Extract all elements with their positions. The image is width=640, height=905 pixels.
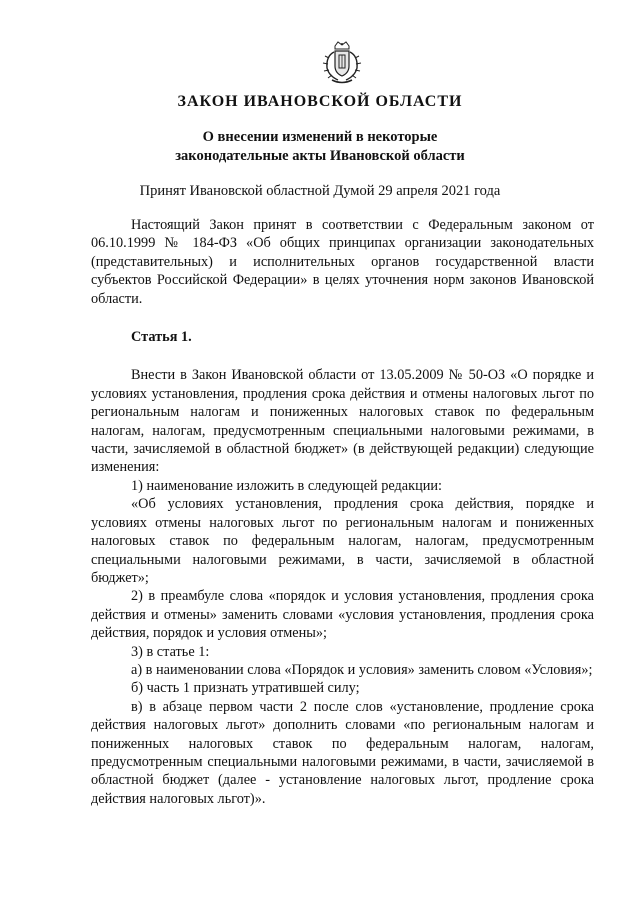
article-1-heading: Статья 1. <box>131 329 192 346</box>
article-1-paragraph: «Об условиях установления, продления срока действия, порядке и условиях отмены налоговых льгот по региональным налогам и пониженных налоговых ставок по федеральным налогам, налогам, предусмотренным специальными налоговыми режимами, в части, зачисляемой в областной бюджет»; <box>91 496 594 586</box>
preamble-paragraph: Настоящий Закон принят в соответствии с Федеральным законом от 06.10.1999 № 184-ФЗ «Об общих принципах организации законодательных (представительных) и исполнительных органов государственной власти субъектов Российской Федерации» в целях уточнения норм законов Ивановской области. <box>91 217 594 307</box>
law-subtitle-line-1: О внесении изменений в некоторые <box>202 129 438 145</box>
law-subtitle <box>0 128 640 166</box>
article-1-paragraph: 2) в преамбуле слова «порядок и условия установления, продления срока действия и отмены» заменить словами «условия установления, продления срока действия, порядок и условия отмены»; <box>91 588 594 642</box>
article-1-paragraph: Внести в Закон Ивановской области от 13.05.2009 № 50-ОЗ «О порядке и условиях установления, продления срока действия и отмены налоговых льгот по региональным налогам и пониженных налоговых ставок по федеральным налогам, налогам, предусмотренным специальными налоговыми режимами, в части, зачисляемой в областной бюджет» (в действующей редакции) следующие изменения: <box>91 367 594 476</box>
article-1-paragraph: 3) в статье 1: <box>131 643 210 660</box>
article-1-paragraph: в) в абзаце первом части 2 после слов «установление, продление срока действия налоговых льгот» дополнить словами «по региональным налогам и пониженных налоговых ставок по федеральным налогам, налогам, предусмотренным специальными налоговыми режимами, в части, зачисляемой в областной бюджет (далее - установление налоговых льгот, продление срока действия налоговых льгот)». <box>91 698 594 807</box>
ivanovo-coat-of-arms-icon <box>318 40 366 86</box>
article-1-paragraph: а) в наименовании слова «Порядок и условия» заменить словом «Условия»; <box>131 661 593 678</box>
article-1-paragraph: б) часть 1 признать утратившей силу; <box>131 680 360 697</box>
law-subtitle-line-2: законодательные акты Ивановской области <box>175 148 465 164</box>
article-1-paragraph: 1) наименование изложить в следующей редакции: <box>131 477 442 494</box>
adoption-statement: Принят Ивановской областной Думой 29 апреля 2021 года <box>139 183 501 199</box>
law-body <box>91 216 594 808</box>
law-title: ЗАКОН ИВАНОВСКОЙ ОБЛАСТИ <box>177 93 463 110</box>
